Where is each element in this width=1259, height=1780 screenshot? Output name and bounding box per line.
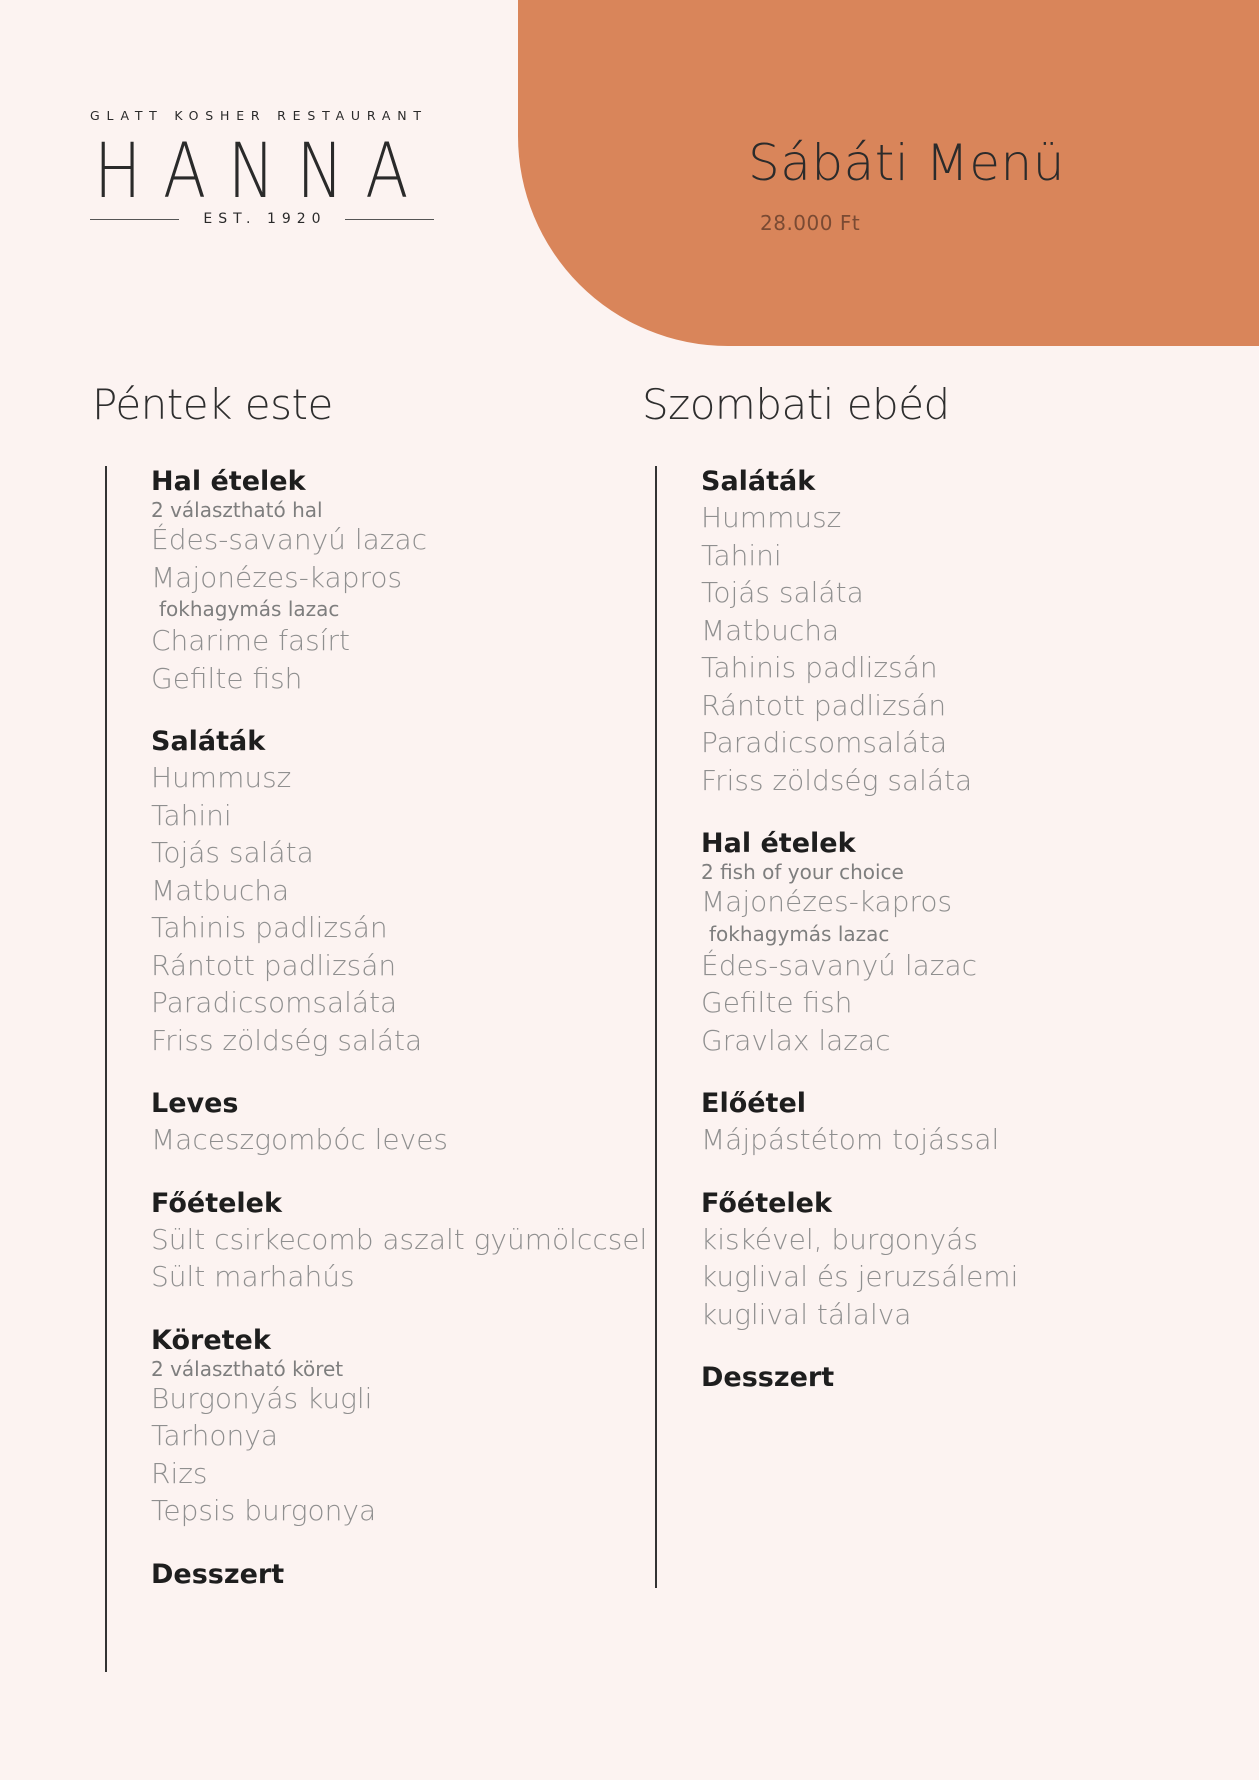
menu-item: kuglival és jeruzsálemi xyxy=(701,1260,1019,1293)
menu-item: Tahinis padlizsán xyxy=(701,651,938,684)
section-heading: Desszert xyxy=(151,1558,285,1590)
menu-item: Hummusz xyxy=(151,761,292,794)
menu-item: Rizs xyxy=(151,1456,208,1490)
menu-item-detail: fokhagymás lazac xyxy=(159,597,340,621)
logo-wordmark xyxy=(90,126,434,215)
menu-item: Rántott padlizsán xyxy=(701,688,947,722)
restaurant-logo xyxy=(90,108,434,227)
menu-item: Burgonyás kugli xyxy=(151,1381,373,1415)
menu-section xyxy=(151,725,671,1059)
menu-item: Rántott padlizsán xyxy=(151,948,397,982)
menu-item: Maceszgombóc leves xyxy=(151,1123,449,1156)
menu-item: Matbucha xyxy=(151,873,290,907)
menu-section xyxy=(701,1087,1221,1159)
menu-section xyxy=(151,1558,671,1592)
menu-title: Sábáti Menü xyxy=(748,134,1065,192)
menu-item: Tahinis padlizsán xyxy=(151,911,388,944)
section-note: 2 választható köret xyxy=(151,1356,344,1381)
menu-item: Majonézes-kapros xyxy=(151,560,403,594)
menu-item: Tojás saláta xyxy=(701,576,864,609)
menu-item: Majonézes-kapros xyxy=(701,885,953,918)
menu-price: 28.000 Ft xyxy=(760,211,861,235)
logo-est: EST. 1920 xyxy=(203,211,327,227)
logo-divider-right xyxy=(345,219,434,220)
section-heading: Előétel xyxy=(701,1088,807,1119)
logo-name: HANNA xyxy=(94,126,430,215)
menu-item: Májpástétom tojással xyxy=(701,1123,1000,1156)
section-heading: Saláták xyxy=(151,726,266,757)
column-title-saturday: Szombati ebéd xyxy=(642,380,950,429)
menu-section xyxy=(151,465,671,697)
section-heading: Hal ételek xyxy=(701,828,856,859)
menu-item: Matbucha xyxy=(701,613,840,647)
menu-item: Friss zöldség saláta xyxy=(151,1023,423,1057)
menu-section xyxy=(151,1187,671,1296)
menu-item: Sült csirkecomb aszalt gyümölccsel xyxy=(151,1222,648,1256)
menu-section xyxy=(151,1324,671,1530)
menu-section xyxy=(701,465,1221,799)
menu-section xyxy=(151,1087,671,1159)
section-heading: Leves xyxy=(151,1088,239,1119)
section-note: 2 választható hal xyxy=(151,498,323,522)
menu-item: Gefilte fish xyxy=(701,986,853,1019)
section-heading: Saláták xyxy=(701,466,816,497)
menu-item: Tojás saláta xyxy=(151,836,314,869)
menu-section xyxy=(701,1187,1221,1334)
menu-section xyxy=(701,827,1221,1059)
section-heading: Főételek xyxy=(701,1187,832,1219)
menu-item: Tepsis burgonya xyxy=(151,1494,377,1527)
menu-item: kiskével, burgonyás xyxy=(701,1222,978,1256)
section-heading: Köretek xyxy=(151,1324,271,1356)
menu-item: Hummusz xyxy=(701,501,842,534)
menu-item: Paradicsomsaláta xyxy=(701,726,948,759)
menu-item: Charime fasírt xyxy=(151,624,351,657)
section-heading: Hal ételek xyxy=(151,466,306,497)
friday-menu-column xyxy=(151,465,671,1620)
menu-item: Friss zöldség saláta xyxy=(701,763,973,797)
logo-divider-left xyxy=(90,219,179,220)
menu-item: Sült marhahús xyxy=(151,1260,355,1293)
section-heading: Főételek xyxy=(151,1187,282,1219)
menu-item: Gefilte fish xyxy=(151,661,303,695)
logo-tagline: GLATT KOSHER RESTAURANT xyxy=(90,108,428,123)
menu-item: Édes-savanyú lazac xyxy=(151,523,428,556)
menu-item: kuglival tálalva xyxy=(701,1297,912,1331)
menu-item: Tarhonya xyxy=(151,1419,278,1452)
menu-item: Tahini xyxy=(151,798,232,832)
menu-section xyxy=(701,1361,1221,1395)
menu-item-detail: fokhagymás lazac xyxy=(709,921,890,946)
menu-item: Édes-savanyú lazac xyxy=(701,948,978,982)
menu-item: Gravlax lazac xyxy=(701,1023,891,1057)
menu-item: Paradicsomsaláta xyxy=(151,986,398,1019)
section-heading: Desszert xyxy=(701,1362,835,1393)
saturday-menu-column xyxy=(701,465,1221,1423)
menu-item: Tahini xyxy=(701,538,782,572)
column-title-friday: Péntek este xyxy=(92,380,333,429)
column-divider-friday xyxy=(105,466,107,1672)
section-note: 2 fish of your choice xyxy=(701,860,904,884)
